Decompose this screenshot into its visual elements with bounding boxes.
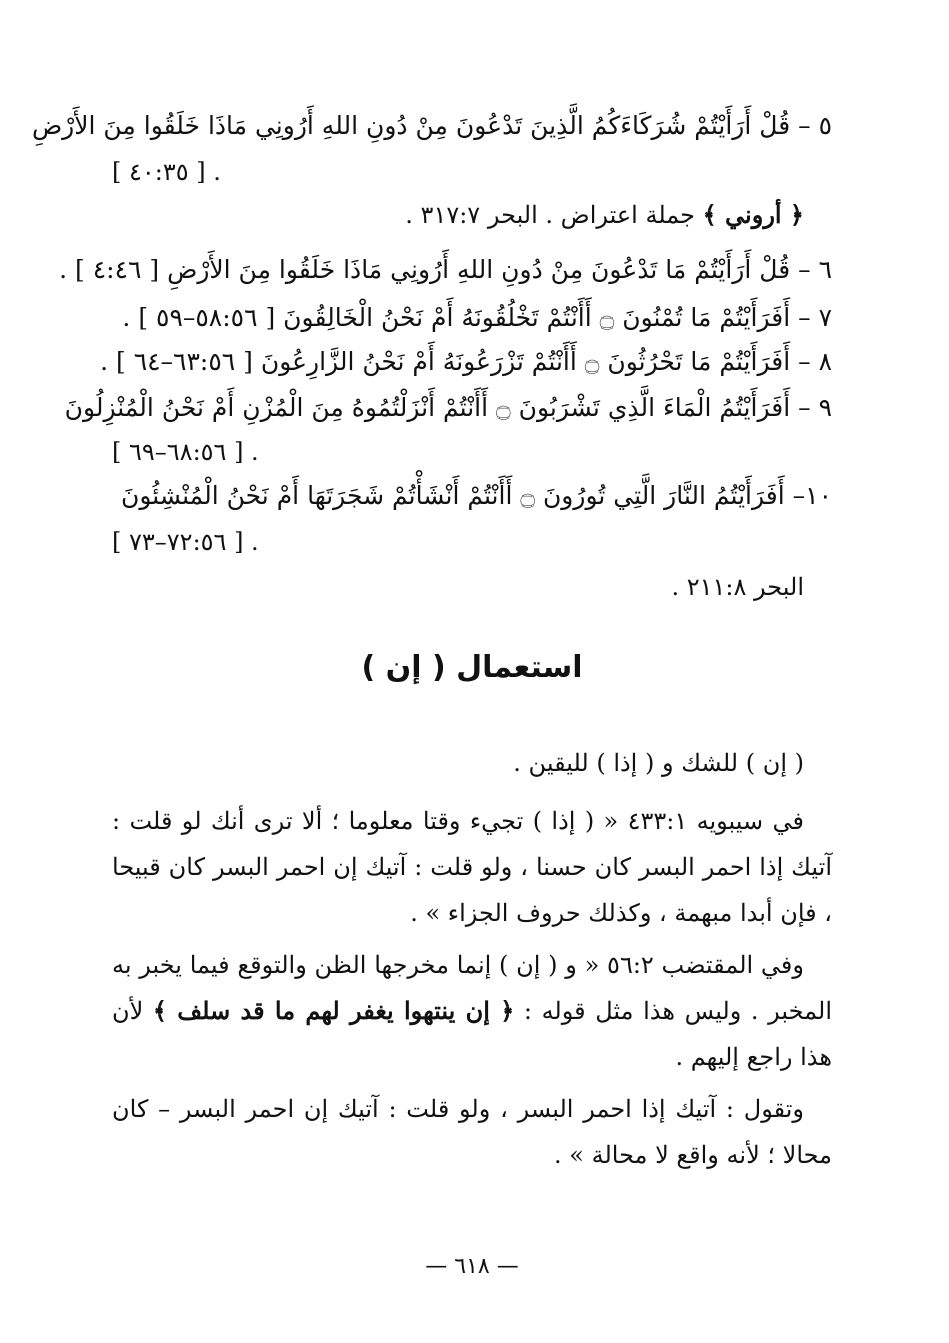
paragraph (112, 942, 832, 1080)
verse-text: أَفَرَأَيْتُمُ الْمَاءَ الَّذِي تَشْرَبُونَ ۝ أَأَنْتُمْ أَنْزَلْتُمُوهُ مِنَ الْمُزْنِ أَمْ نَحْنُ الْمُنْزِلُونَ (64, 393, 791, 422)
verse-reference: [ ٥٨:٥٦–٥٩ ] . (122, 303, 276, 332)
verse-number: ٨ – (798, 347, 832, 376)
verse-line (64, 388, 832, 430)
paragraph: في سيبويه ٤٣٣:١ « ( إذا ) تجيء وقتا معلوما ؛ ألا ترى أنك لو قلت : آتيك إذا احمر البسر كان حسنا ، ولو قلت : آتيك إن احمر البسر كان قبيحا ، فإن أبدا مبهمة ، وكذلك حروف الجزاء » . (112, 807, 832, 927)
paragraph-text: لأن هذا راجع إليهم . (112, 997, 832, 1071)
paragraph: ( إن ) للشك و ( إذا ) لليقين . (513, 749, 804, 777)
verse-line (112, 298, 832, 340)
verse-line (100, 342, 832, 384)
verse-reference: . [ ٧٢:٥٦–٧٣ ] (112, 528, 259, 556)
verse-number: ٩ – (798, 393, 832, 422)
verse-line (31, 106, 832, 148)
verse-reference: [ ٤:٤٦ ] . (59, 255, 160, 284)
note-quote: ﴿ أروني ﴾ (702, 200, 804, 229)
verse-number: ٧ – (798, 303, 832, 332)
verse-reference: . [ ٤٠:٣٥ ] (112, 158, 221, 186)
page-number: — ٦١٨ — (425, 1254, 519, 1279)
verse-text: قُلْ أَرَأَيْتُمْ مَا تَدْعُونَ مِنْ دُونِ اللهِ أَرُونِي مَاذَا خَلَقُوا مِنَ الأَرْضِ (167, 255, 791, 284)
quran-quote: ﴿ إن ينتهوا يغفر لهم ما قد سلف ﴾ (152, 996, 515, 1025)
verse-text: أَفَرَأَيْتُمُ النَّارَ الَّتِي تُورُونَ ۝ أَأَنْتُمْ أَنْشَأْتُمْ شَجَرَتَهَا أَمْ نَحْنُ الْمُنْشِئُونَ (121, 481, 785, 510)
note-text: جملة اعتراض . البحر ٣١٧:٧ . (405, 201, 703, 229)
verse-line (59, 250, 832, 292)
paragraph: وتقول : آتيك إذا احمر البسر ، ولو قلت : آتيك إن احمر البسر – كان محالا ؛ لأنه واقع لا محالة » . (112, 1095, 832, 1169)
verse-reference: . [ ٦٨:٥٦–٦٩ ] (112, 438, 259, 466)
source-note: البحر ٢١١:٨ . (671, 573, 804, 601)
verse-text: أَفَرَأَيْتُمْ مَا تُمْنُونَ ۝ أَأَنْتُمْ تَخْلُقُونَهُ أَمْ نَحْنُ الْخَالِقُونَ (283, 303, 791, 332)
page-body (31, 92, 832, 1322)
verse-line (112, 476, 832, 518)
verse-number: ٥ – (798, 111, 832, 140)
verse-number: ١٠– (792, 481, 832, 510)
section-heading: استعمال ( إن ) (361, 650, 583, 685)
verse-note (112, 196, 804, 234)
verse-number: ٦ – (798, 255, 832, 284)
verse-text: أَفَرَأَيْتُمْ مَا تَحْرُثُونَ ۝ أَأَنْتُمْ تَزْرَعُونَهُ أَمْ نَحْنُ الزَّارِعُونَ (260, 347, 791, 376)
verse-text: قُلْ أَرَأَيْتُمْ شُرَكَاءَكُمُ الَّذِينَ تَدْعُونَ مِنْ دُونِ اللهِ أَرُونِي مَاذَا خَلَقُوا مِنَ الأَرْضِ (31, 111, 791, 140)
verse-reference: [ ٦٣:٥٦–٦٤ ] . (100, 347, 253, 376)
paragraph-text: وفي المقتضب ٥٦:٢ « و ( إن ) إنما مخرجها الظن والتوقع فيما يخبر به المخبر . وليس هذا مثل قوله : (112, 951, 832, 1025)
